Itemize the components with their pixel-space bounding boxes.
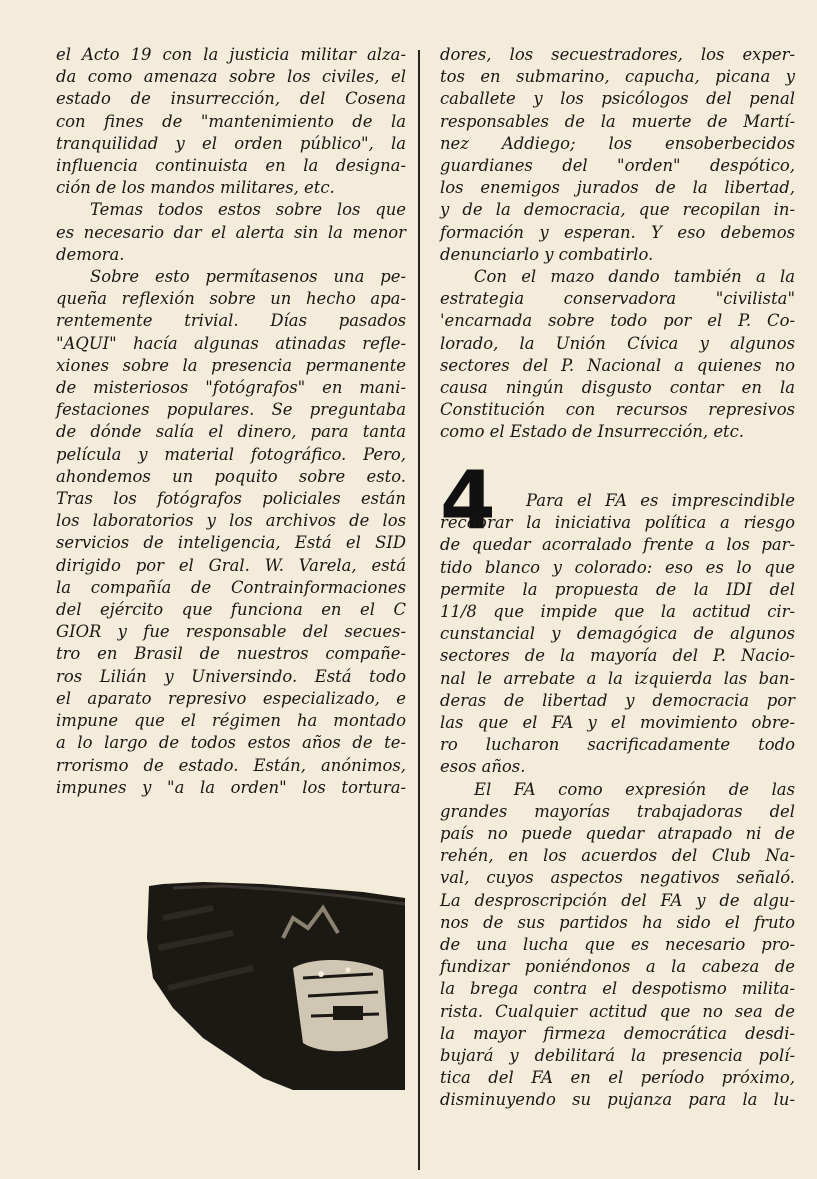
text-line: los enemigos jurados de la libertad,	[440, 178, 795, 198]
text-line: Temas todos estos sobre los que	[90, 200, 406, 220]
text-line: caballete y los psicólogos del penal	[440, 89, 795, 109]
text-line: cunstancial y demagógica de algunos	[440, 624, 795, 644]
text-line: estrategia conservadora "civilista"	[440, 289, 795, 309]
halftone-illustration	[143, 878, 405, 1090]
text-line: del ejército que funciona en el C	[56, 600, 406, 620]
text-line: deras de libertad y democracia por	[440, 690, 795, 710]
text-line: rista. Cualquier actitud que no sea de	[440, 1001, 795, 1021]
text-line: país no puede quedar atrapado ni de	[440, 824, 795, 844]
text-line: como el Estado de Insurrección, etc.	[440, 422, 745, 442]
text-line: fundizar poniéndonos a la cabeza de	[440, 957, 795, 977]
text-line: ros Lilián y Universindo. Está todo	[56, 666, 406, 686]
text-line: nal le arrebate a la izquierda las ban-	[440, 668, 795, 688]
text-line: tica del FA en el período próximo,	[440, 1068, 795, 1088]
text-line: da como amenaza sobre los civiles, el	[56, 67, 406, 87]
text-line: ción de los mandos militares, etc.	[56, 178, 335, 198]
text-line: servicios de inteligencia, Está el SID	[56, 533, 406, 553]
text-line: y de la democracia, que recopilan in-	[440, 200, 795, 220]
text-line: demora.	[56, 244, 125, 264]
text-line: 'encarnada sobre todo por el P. Co-	[440, 311, 795, 331]
right-column-top	[440, 44, 795, 444]
text-line: denunciarlo y combatirlo.	[440, 244, 654, 264]
text-line: impune que el régimen ha montado	[56, 711, 406, 731]
text-line: Tras los fotógrafos policiales están	[56, 489, 406, 509]
text-line: bujará y debilitará la presencia polí-	[440, 1046, 795, 1066]
text-line: tro en Brasil de nuestros compañe-	[56, 644, 406, 664]
right-column-bottom	[440, 490, 795, 1112]
text-line: tranquilidad y el orden público", la	[56, 133, 406, 153]
text-line: con fines de "mantenimiento de la	[56, 111, 406, 131]
text-line: dirigido por el Gral. W. Varela, está	[56, 555, 406, 575]
text-line: formación y esperan. Y eso debemos	[440, 222, 795, 242]
text-line: la mayor firmeza democrática desdi-	[440, 1023, 795, 1043]
text-line: permite la propuesta de la IDI del	[440, 579, 795, 599]
text-line: recobrar la iniciativa política a riesgo	[440, 513, 795, 533]
text-line: película y material fotográfico. Pero,	[56, 444, 406, 464]
text-line: de dónde salía el dinero, para tanta	[56, 422, 406, 442]
text-line: el Acto 19 con la justicia militar alza-	[56, 45, 406, 64]
text-line: Sobre esto permítasenos una pe-	[90, 267, 406, 287]
column-divider	[418, 50, 420, 1170]
text-line: sectores del P. Nacional a quienes no	[440, 355, 795, 375]
text-line: disminuyendo su pujanza para la lu-	[440, 1090, 795, 1110]
text-line: estado de insurrección, del Cosena	[56, 89, 406, 109]
text-line: rrorismo de estado. Están, anónimos,	[56, 755, 406, 775]
text-line: influencia continuista en la designa-	[56, 156, 406, 176]
text-line: de misteriosos "fotógrafos" en mani-	[56, 378, 406, 398]
text-line: es necesario dar el alerta sin la menor	[56, 222, 406, 242]
text-line: dores, los secuestradores, los exper-	[440, 45, 795, 64]
text-line: lorado, la Unión Cívica y algunos	[440, 333, 795, 353]
text-line: Con el mazo dando también a la	[474, 267, 795, 287]
text-line: causa ningún disgusto contar en la	[440, 378, 795, 398]
text-line: esos años.	[440, 757, 526, 777]
text-line: GIOR y fue responsable del secues-	[56, 622, 406, 642]
text-line: xiones sobre la presencia permanente	[56, 355, 406, 375]
text-line: tos en submarino, capucha, picana y	[440, 67, 795, 87]
text-line: de una lucha que es necesario pro-	[440, 935, 795, 955]
text-line: rentemente trivial. Días pasados	[56, 311, 406, 331]
text-line: guardianes del "orden" despótico,	[440, 156, 795, 176]
section-number: 4	[440, 454, 496, 547]
text-line: Constitución con recursos represivos	[440, 400, 795, 420]
text-line: ahondemos un poquito sobre esto.	[56, 466, 406, 486]
text-line: nos de sus partidos ha sido el fruto	[440, 912, 795, 932]
text-line: Para el FA es imprescindible	[526, 491, 795, 510]
text-line: nez Addiego; los ensoberbecidos	[440, 133, 795, 153]
text-line: "AQUI" hacía algunas atinadas refle-	[56, 333, 406, 353]
text-line: el aparato represivo especializado, e	[56, 688, 406, 708]
text-line: 11/8 que impide que la actitud cir-	[440, 602, 795, 622]
text-line: rehén, en los acuerdos del Club Na-	[440, 846, 795, 866]
left-column	[56, 44, 406, 799]
text-line: tido blanco y colorado: eso es lo que	[440, 557, 795, 577]
text-line: El FA como expresión de las	[474, 779, 795, 799]
text-line: val, cuyos aspectos negativos señaló.	[440, 868, 795, 888]
text-line: la compañía de Contrainformaciones	[56, 577, 406, 597]
text-line: las que el FA y el movimiento obre-	[440, 713, 795, 733]
text-line: los laboratorios y los archivos de los	[56, 511, 406, 531]
text-line: impunes y "a la orden" los tortura-	[56, 777, 406, 797]
text-line: festaciones populares. Se preguntaba	[56, 400, 406, 420]
text-line: ro lucharon sacrificadamente todo	[440, 735, 795, 755]
text-line: a lo largo de todos estos años de te-	[56, 733, 406, 753]
text-line: la brega contra el despotismo milita-	[440, 979, 795, 999]
text-line: La desproscripción del FA y de algu-	[440, 890, 795, 910]
text-line: sectores de la mayoría del P. Nacio-	[440, 646, 795, 666]
text-line: grandes mayorías trabajadoras del	[440, 801, 795, 821]
text-line: queña reflexión sobre un hecho apa-	[56, 289, 406, 309]
text-line: de quedar acorralado frente a los par-	[440, 535, 795, 555]
text-line: responsables de la muerte de Martí-	[440, 111, 795, 131]
